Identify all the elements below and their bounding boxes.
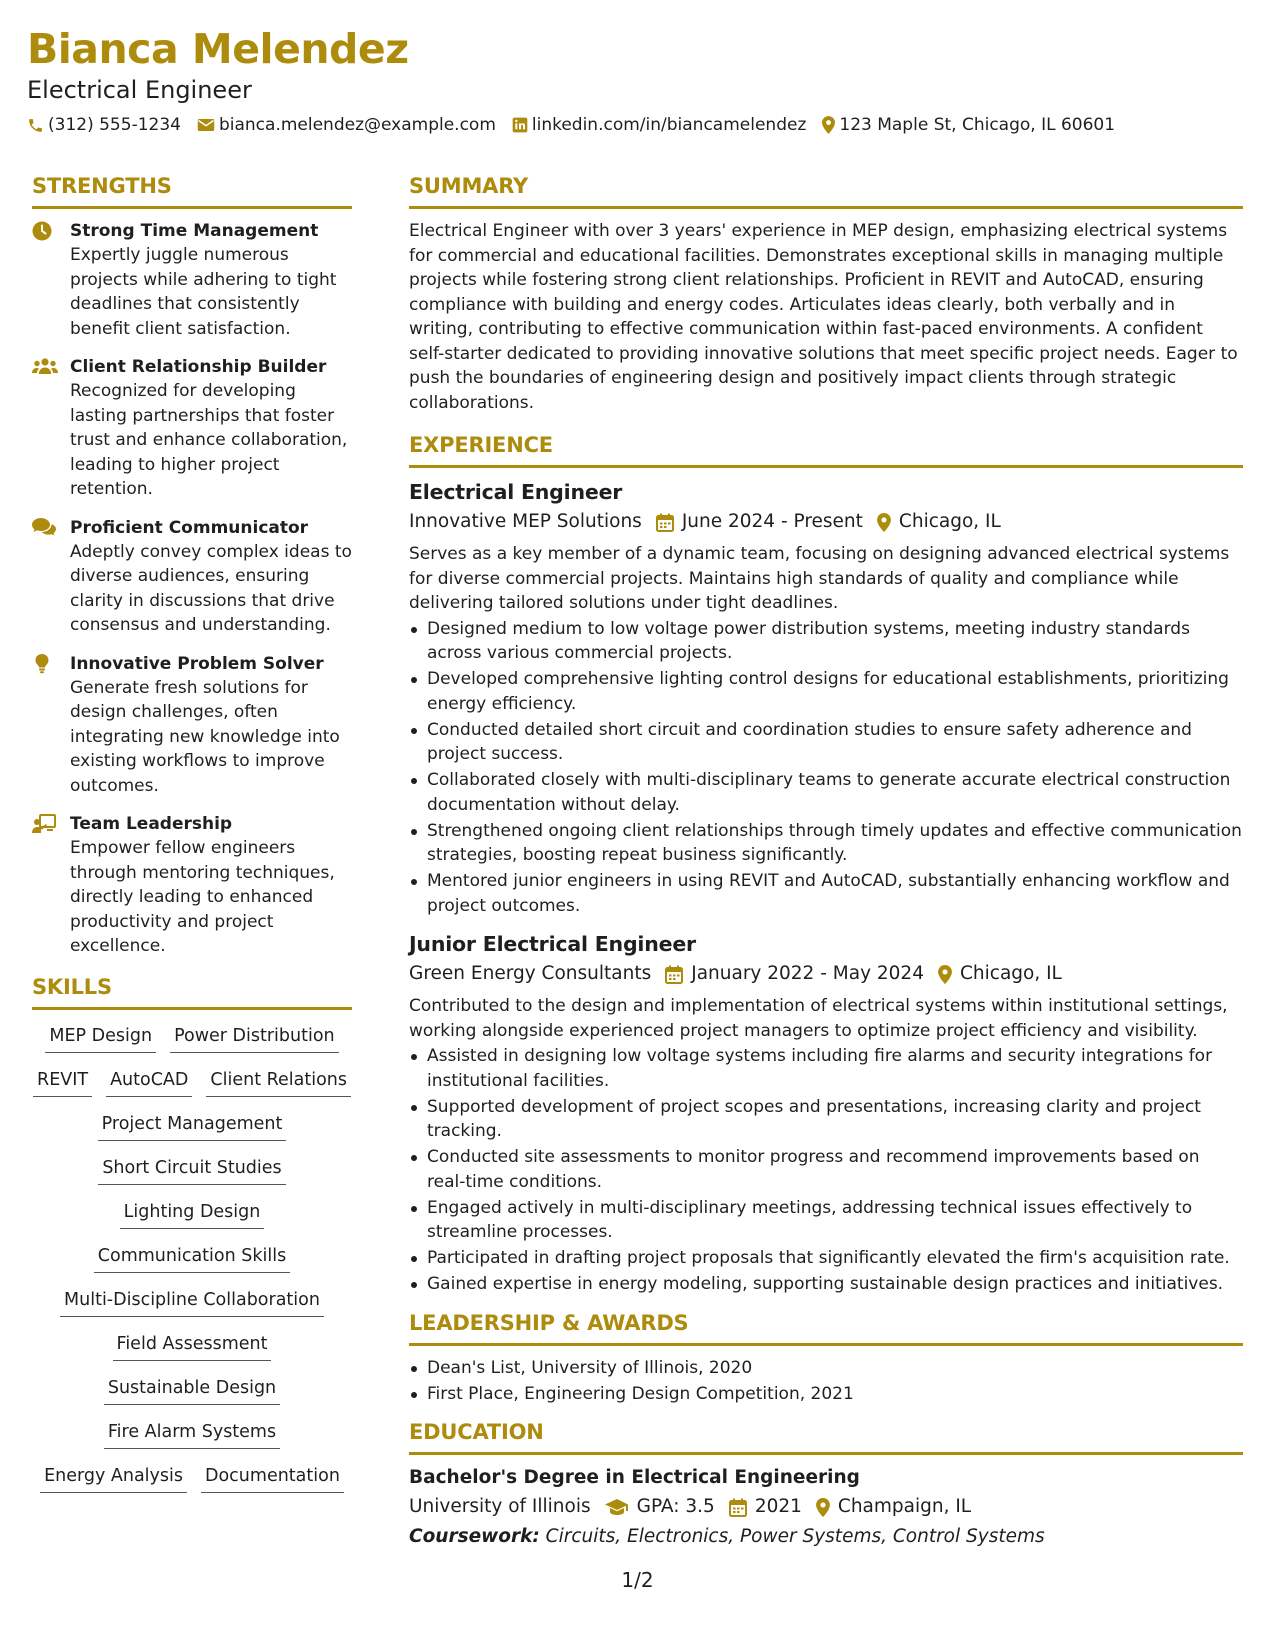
skill-tag: Documentation bbox=[201, 1460, 344, 1493]
skills-heading: SKILLS bbox=[32, 973, 352, 1010]
address-text: 123 Maple St, Chicago, IL 60601 bbox=[839, 115, 1116, 135]
map-marker-icon bbox=[816, 1498, 830, 1517]
linkedin-icon bbox=[512, 117, 528, 133]
list-item: Developed comprehensive lighting control designs for educational establishments, prioritizing energy efficiency. bbox=[409, 667, 1243, 716]
list-item: Assisted in designing low voltage systems including fire alarms and security integrations for institutional facilities. bbox=[409, 1044, 1243, 1093]
contact-address bbox=[822, 114, 1115, 136]
calendar-icon bbox=[729, 1498, 747, 1517]
users-icon bbox=[32, 357, 58, 375]
skill-tag: MEP Design bbox=[45, 1020, 156, 1053]
calendar-icon bbox=[665, 965, 683, 984]
coursework-label: Coursework: bbox=[409, 1526, 540, 1547]
list-item: Mentored junior engineers in using REVIT and AutoCAD, substantially enhancing workflow and project outcomes. bbox=[409, 869, 1243, 918]
strength-item bbox=[32, 516, 352, 638]
map-marker-icon bbox=[822, 116, 835, 134]
coursework-text: Circuits, Electronics, Power Systems, Control Systems bbox=[545, 1526, 1045, 1547]
job-bullets bbox=[409, 1044, 1243, 1297]
skill-tag: Communication Skills bbox=[94, 1240, 290, 1273]
strength-title: Team Leadership bbox=[70, 814, 233, 834]
skill-tag: Short Circuit Studies bbox=[98, 1152, 285, 1185]
strength-title: Client Relationship Builder bbox=[70, 357, 327, 377]
skill-tag: Lighting Design bbox=[120, 1196, 265, 1229]
map-marker-icon bbox=[938, 965, 952, 984]
comments-icon bbox=[32, 518, 56, 536]
list-item: Participated in drafting project proposals that significantly elevated the firm's acquisition rate. bbox=[409, 1246, 1243, 1271]
awards-heading: LEADERSHIP & AWARDS bbox=[409, 1309, 1243, 1346]
candidate-title: Electrical Engineer bbox=[27, 76, 252, 104]
job-entry bbox=[409, 930, 1243, 1297]
strengths-heading: STRENGTHS bbox=[32, 172, 352, 209]
job-company: Innovative MEP Solutions bbox=[409, 511, 642, 532]
job-company: Green Energy Consultants bbox=[409, 963, 652, 984]
job-location: Chicago, IL bbox=[959, 963, 1062, 984]
summary-heading: SUMMARY bbox=[409, 172, 1243, 209]
summary-text: Electrical Engineer with over 3 years' experience in MEP design, emphasizing electrical systems for commercial and educational facilities. Demonstrates exceptional skills in managing multiple projects while fostering strong client relationships. Proficient in REVIT and AutoCAD, ensuring compliance with building and energy codes. Articulates ideas clearly, both verbally and in writing, contributing to effective communication within fast-paced environments. A confident self-starter dedicated to providing innovative solutions that meet specific project needs. Eager to push the boundaries of engineering design and positively impact clients through strategic collaborations. bbox=[409, 221, 1238, 413]
skill-tag: Field Assessment bbox=[113, 1328, 272, 1361]
contact-linkedin[interactable] bbox=[512, 114, 807, 136]
skills-list bbox=[32, 1020, 352, 1493]
right-column bbox=[409, 172, 1243, 1551]
resume-header bbox=[27, 24, 1247, 136]
map-marker-icon bbox=[877, 513, 891, 532]
strength-title: Innovative Problem Solver bbox=[70, 653, 324, 674]
envelope-icon bbox=[197, 117, 215, 133]
skill-tag: AutoCAD bbox=[106, 1064, 192, 1097]
calendar-icon bbox=[656, 513, 674, 532]
education-meta bbox=[409, 1493, 1243, 1521]
education-year: 2021 bbox=[754, 1496, 802, 1517]
list-item: Engaged actively in multi-disciplinary meetings, addressing technical issues effectively to streamline processes. bbox=[409, 1196, 1243, 1245]
strength-item bbox=[32, 812, 352, 959]
job-dates: June 2024 - Present bbox=[681, 511, 863, 532]
skill-tag: Project Management bbox=[98, 1108, 287, 1141]
job-meta bbox=[409, 508, 1243, 536]
education-school: University of Illinois bbox=[409, 1496, 591, 1517]
experience-heading: EXPERIENCE bbox=[409, 431, 1243, 468]
strength-title: Strong Time Management bbox=[70, 221, 319, 241]
job-dates: January 2022 - May 2024 bbox=[691, 963, 924, 984]
phone-text: (312) 555-1234 bbox=[48, 115, 181, 135]
contact-email[interactable] bbox=[197, 114, 496, 136]
job-description: Serves as a key member of a dynamic team, focusing on designing advanced electrical systems for diverse commercial projects. Maintains high standards of quality and compliance while delivering tailored solutions under tight deadlines. bbox=[409, 544, 1230, 613]
strength-desc: Recognized for developing lasting partnerships that foster trust and enhance collaboration, leading to higher project retention. bbox=[70, 381, 348, 499]
strength-desc: Adeptly convey complex ideas to diverse audiences, ensuring clarity in discussions that drive consensus and understanding. bbox=[70, 541, 352, 635]
page-number: 1/2 bbox=[621, 1568, 654, 1592]
education-heading: EDUCATION bbox=[409, 1418, 1243, 1455]
skill-tag: Client Relations bbox=[206, 1064, 351, 1097]
job-title: Junior Electrical Engineer bbox=[409, 932, 696, 956]
candidate-name: Bianca Melendez bbox=[27, 25, 409, 73]
chalkboard-teacher-icon bbox=[32, 814, 56, 834]
strength-desc: Expertly juggle numerous projects while adhering to tight deadlines that consistently benefit client satisfaction. bbox=[70, 245, 337, 339]
list-item: Conducted site assessments to monitor progress and recommend improvements based on real-time conditions. bbox=[409, 1145, 1243, 1194]
skill-tag: Fire Alarm Systems bbox=[104, 1416, 280, 1449]
strength-desc: Generate fresh solutions for design challenges, often integrating new knowledge into existing workflows to improve outcomes. bbox=[70, 677, 340, 796]
job-entry bbox=[409, 478, 1243, 918]
education-degree: Bachelor's Degree in Electrical Engineering bbox=[409, 1467, 860, 1488]
education-entry bbox=[409, 1465, 1243, 1551]
graduation-cap-icon bbox=[605, 1498, 629, 1516]
list-item: Designed medium to low voltage power distribution systems, meeting industry standards across various commercial projects. bbox=[409, 617, 1243, 666]
strength-title: Proficient Communicator bbox=[70, 517, 309, 538]
strength-item bbox=[32, 652, 352, 799]
education-gpa: GPA: 3.5 bbox=[636, 1496, 715, 1517]
education-coursework bbox=[409, 1523, 1243, 1551]
lightbulb-icon bbox=[32, 654, 52, 674]
skill-tag: Energy Analysis bbox=[40, 1460, 187, 1493]
phone-icon bbox=[27, 117, 44, 134]
skill-tag: Multi-Discipline Collaboration bbox=[60, 1284, 324, 1317]
strength-item bbox=[32, 355, 352, 502]
contact-phone[interactable] bbox=[27, 114, 181, 136]
job-location: Chicago, IL bbox=[898, 511, 1001, 532]
job-description: Contributed to the design and implementation of electrical systems within institutional settings, working alongside experienced project managers to optimize project efficiency and visibility. bbox=[409, 996, 1228, 1041]
list-item: Conducted detailed short circuit and coordination studies to ensure safety adherence and project success. bbox=[409, 718, 1243, 767]
skill-tag: Power Distribution bbox=[170, 1020, 339, 1053]
linkedin-text: linkedin.com/in/biancamelendez bbox=[531, 115, 807, 135]
job-title: Electrical Engineer bbox=[409, 480, 623, 504]
contact-bar bbox=[27, 114, 1247, 136]
list-item: Strengthened ongoing client relationships through timely updates and effective communication strategies, boosting repeat business significantly. bbox=[409, 819, 1243, 868]
awards-list bbox=[409, 1356, 1243, 1407]
list-item: First Place, Engineering Design Competition, 2021 bbox=[409, 1382, 1243, 1407]
list-item: Dean's List, University of Illinois, 2020 bbox=[409, 1356, 1243, 1381]
strength-item bbox=[32, 219, 352, 341]
job-bullets bbox=[409, 617, 1243, 919]
skill-tag: Sustainable Design bbox=[104, 1372, 280, 1405]
skill-tag: REVIT bbox=[33, 1064, 92, 1097]
list-item: Supported development of project scopes and presentations, increasing clarity and project tracking. bbox=[409, 1095, 1243, 1144]
clock-icon bbox=[32, 221, 52, 241]
list-item: Gained expertise in energy modeling, supporting sustainable design practices and initiatives. bbox=[409, 1272, 1243, 1297]
job-meta bbox=[409, 960, 1243, 988]
strength-desc: Empower fellow engineers through mentoring techniques, directly leading to enhanced productivity and project excellence. bbox=[70, 838, 335, 956]
left-column bbox=[32, 172, 352, 1504]
list-item: Collaborated closely with multi-disciplinary teams to generate accurate electrical construction documentation without delay. bbox=[409, 768, 1243, 817]
education-location: Champaign, IL bbox=[837, 1496, 972, 1517]
email-text: bianca.melendez@example.com bbox=[218, 115, 496, 135]
